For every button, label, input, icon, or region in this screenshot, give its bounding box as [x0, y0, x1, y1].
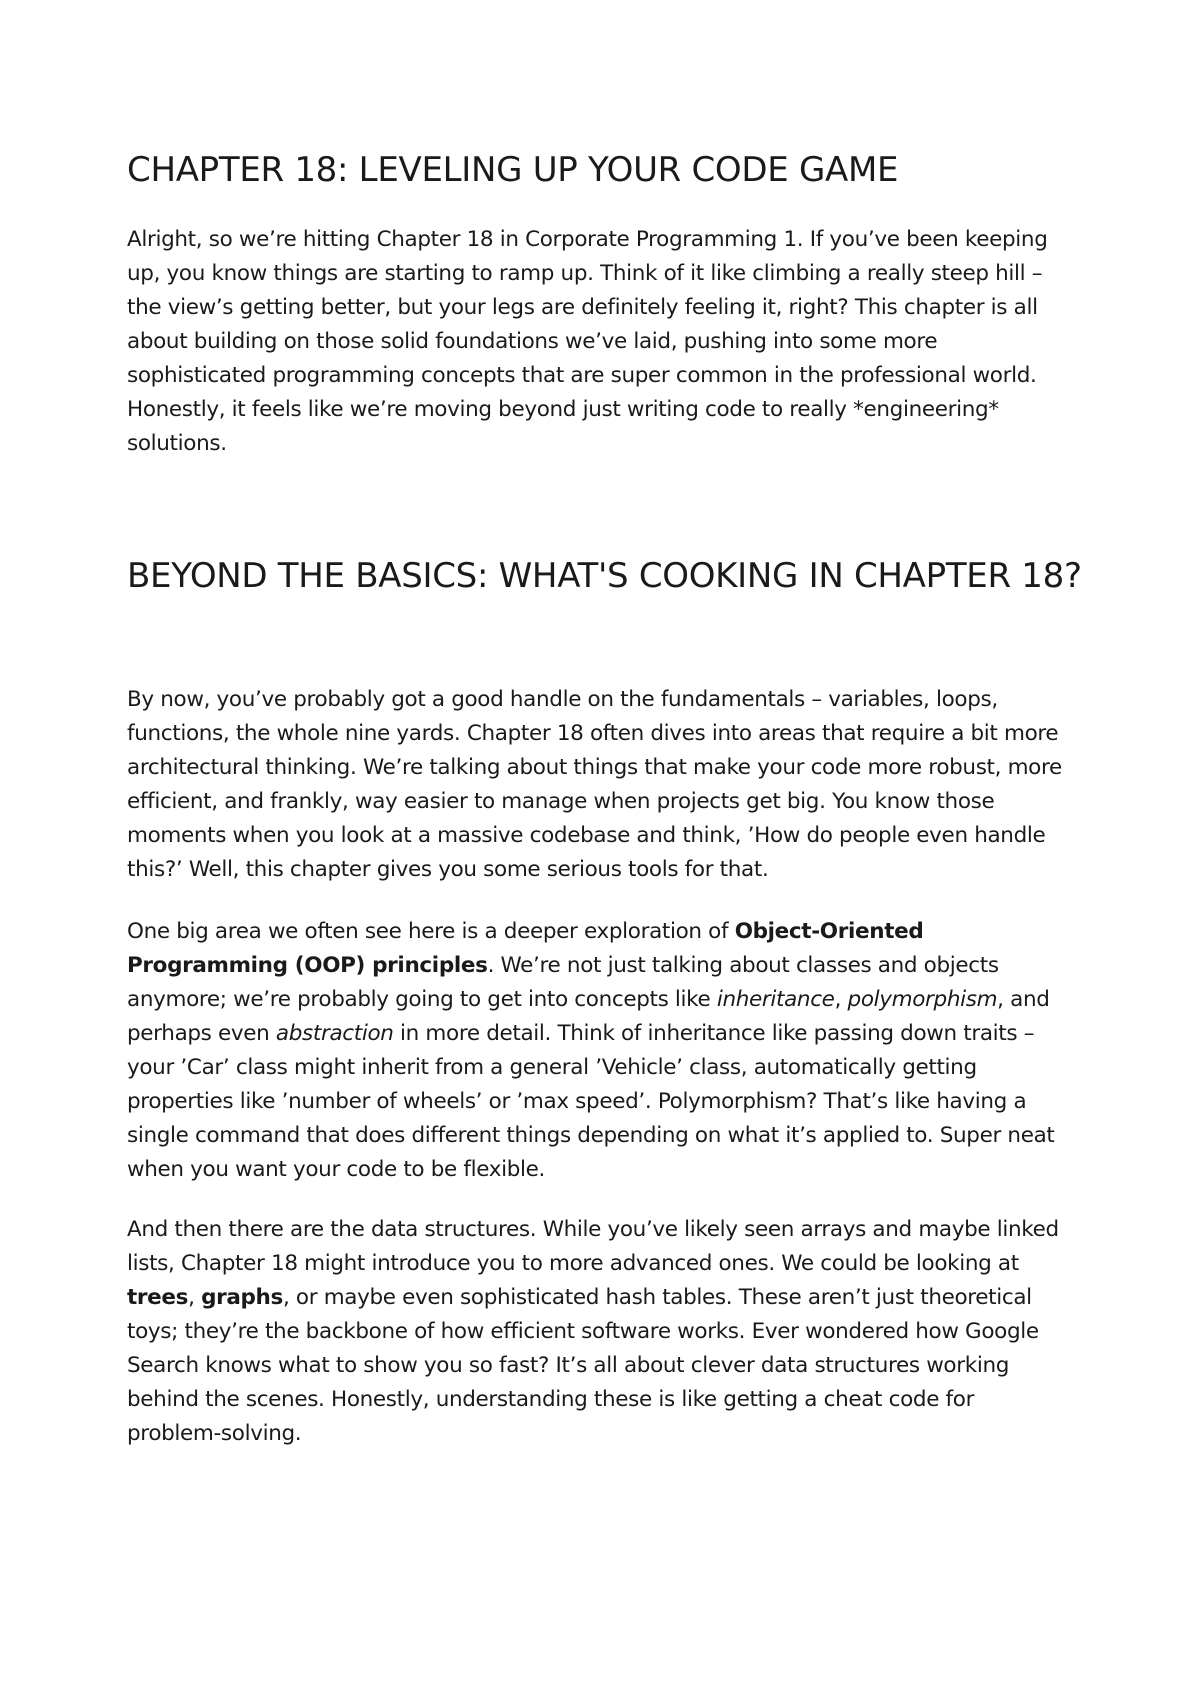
- chapter-title: CHAPTER 18: LEVELING UP YOUR CODE GAME: [127, 150, 899, 190]
- graphs-bold: graphs: [201, 1285, 283, 1310]
- ds-text-1: And then there are the data structures. While you’ve likely seen arrays and maybe linked lists, Chapter 18 might introduce you to more advanced ones. We could be looking at: [127, 1217, 1059, 1276]
- fundamentals-paragraph: By now, you’ve probably got a good handle on the fundamentals – variables, loops, functions, the whole nine yards. Chapter 18 often dives into areas that require a bit more architectural thinking. We’re talking about things that make your code more robust, more efficient, and frankly, way easier to manage when projects get big. You know those moments when you look at a massive codebase and think, ’How do people even handle this?’ Well, this chapter gives you some serious tools for that.: [127, 687, 1062, 882]
- oop-text-5: in more detail. Think of inheritance like passing down traits – your ’Car’ class might inherit from a general ’Vehicle’ class, automatically getting properties like ’number of wheels’ or ’max speed’. Polymorphism? That’s like having a single command that does different things depending on what it’s applied to. Super neat when you want your code to be flexible.: [127, 1021, 1055, 1182]
- oop-text-2: . We’re not just talking about classes and objects anymore; we’re probably going to get into concepts like: [127, 953, 999, 1012]
- oop-text-4: , and perhaps even: [127, 987, 1050, 1046]
- oop-text-1: One big area we often see here is a deeper exploration of: [127, 919, 735, 944]
- section-title: BEYOND THE BASICS: WHAT'S COOKING IN CHAPTER 18?: [127, 556, 1082, 596]
- trees-bold: trees: [127, 1285, 189, 1310]
- ds-text-2: ,: [188, 1285, 202, 1310]
- polymorphism-italic: polymorphism: [847, 987, 998, 1012]
- oop-principles-bold: Object-Oriented Programming (OOP) principles: [127, 919, 924, 978]
- oop-text-3: ,: [834, 987, 848, 1012]
- oop-paragraph: [127, 915, 1072, 1187]
- data-structures-paragraph: [127, 1213, 1072, 1451]
- inheritance-italic: inheritance: [716, 987, 835, 1012]
- ds-text-3: , or maybe even sophisticated hash tables. These aren’t just theoretical toys; they’re the backbone of how efficient software works. Ever wondered how Google Search knows what to show you so fast? It’s all about clever data structures working behind the scenes. Honestly, understanding these is like getting a cheat code for problem-solving.: [127, 1285, 1039, 1446]
- intro-paragraph: Alright, so we’re hitting Chapter 18 in Corporate Programming 1. If you’ve been keeping up, you know things are starting to ramp up. Think of it like climbing a really steep hill – the view’s getting better, but your legs are definitely feeling it, right? This chapter is all about building on those solid foundations we’ve laid, pushing into some more sophisticated programming concepts that are super common in the professional world. Honestly, it feels like we’re moving beyond just writing code to really *engineering* solutions.: [127, 227, 1048, 456]
- abstraction-italic: abstraction: [275, 1021, 394, 1046]
